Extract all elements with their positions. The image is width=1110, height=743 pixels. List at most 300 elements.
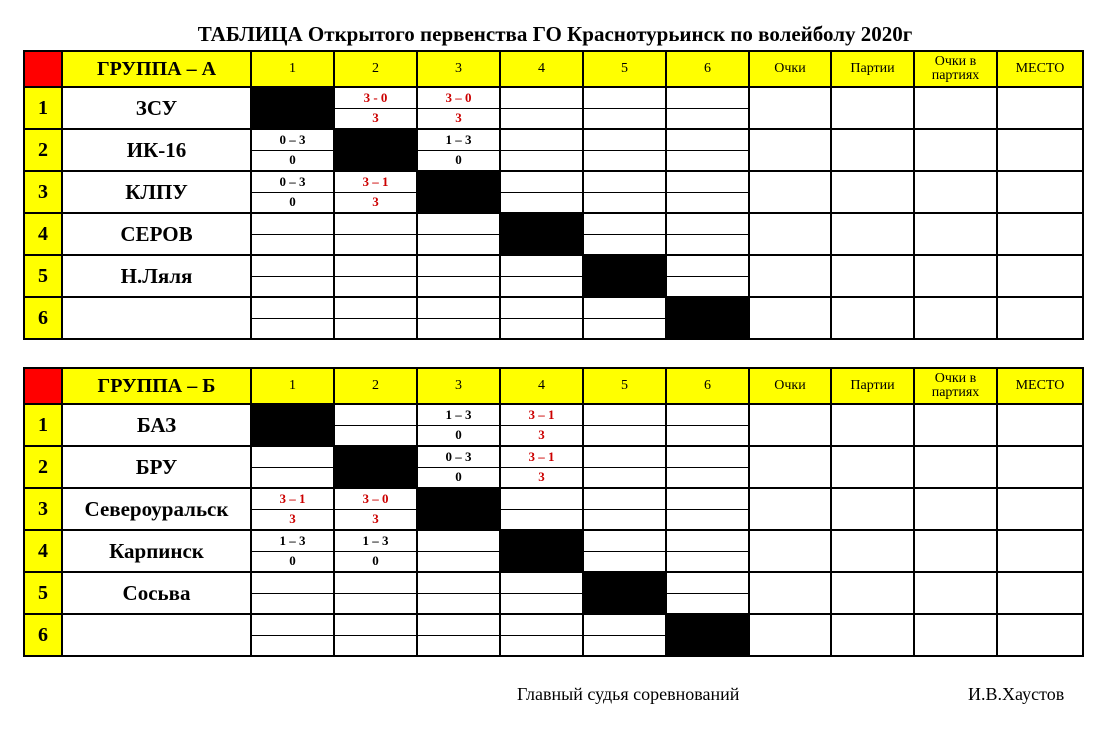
match-points [335, 636, 416, 656]
team-name: ИК-16 [62, 129, 251, 171]
match-points: 0 [289, 553, 296, 569]
match-score [501, 172, 582, 193]
match-score [501, 256, 582, 277]
match-score [584, 447, 665, 468]
match-score [335, 256, 416, 277]
team-row [24, 572, 1083, 614]
judge-name: И.В.Хаустов [968, 684, 1065, 704]
match-points [667, 277, 748, 297]
match-points [418, 594, 499, 614]
column-header: 3 [417, 51, 500, 87]
match-points [667, 594, 748, 614]
match-points [418, 319, 499, 339]
match-cell [334, 404, 417, 446]
group-name: ГРУППА – Б [62, 368, 251, 404]
match-cell [417, 87, 500, 129]
match-cell [500, 129, 583, 171]
match-cell [417, 213, 500, 255]
match-cell [251, 488, 334, 530]
match-points [501, 594, 582, 614]
points-cell [749, 614, 831, 656]
match-cell [583, 129, 666, 171]
match-points [584, 109, 665, 129]
place-cell [997, 255, 1083, 297]
match-cell [251, 255, 334, 297]
place-cell [997, 129, 1083, 171]
set-points-cell [914, 297, 997, 339]
column-header: 6 [666, 368, 749, 404]
match-score [335, 298, 416, 319]
points-cell [749, 171, 831, 213]
corner-cell [24, 51, 62, 87]
match-points: 3 [372, 194, 379, 210]
place-cell [997, 530, 1083, 572]
diagonal-cell [500, 530, 583, 572]
match-cell [583, 171, 666, 213]
match-score [252, 573, 333, 594]
column-header: МЕСТО [997, 51, 1083, 87]
match-points: 3 [289, 511, 296, 527]
match-points [252, 319, 333, 339]
match-cell [583, 213, 666, 255]
match-points [667, 552, 748, 572]
match-points: 0 [455, 427, 462, 443]
match-cell [500, 255, 583, 297]
row-number: 2 [24, 446, 62, 488]
match-score: 3 – 1 [335, 172, 416, 193]
match-points [584, 235, 665, 255]
row-number: 6 [24, 297, 62, 339]
match-score [501, 298, 582, 319]
row-number: 3 [24, 488, 62, 530]
set-points-cell [914, 213, 997, 255]
column-header: 2 [334, 368, 417, 404]
match-cell [251, 530, 334, 572]
match-points [667, 151, 748, 171]
points-cell [749, 530, 831, 572]
match-cell [500, 614, 583, 656]
team-name [62, 614, 251, 656]
column-header: 4 [500, 368, 583, 404]
match-points [584, 193, 665, 213]
match-cell [666, 255, 749, 297]
team-row [24, 297, 1083, 339]
match-cell [583, 297, 666, 339]
sets-cell [831, 530, 914, 572]
match-cell [251, 297, 334, 339]
match-cell [334, 87, 417, 129]
match-cell [583, 530, 666, 572]
group-name: ГРУППА – А [62, 51, 251, 87]
match-points [252, 235, 333, 255]
row-number: 5 [24, 572, 62, 614]
match-points [335, 426, 416, 446]
column-header: МЕСТО [997, 368, 1083, 404]
match-cell [666, 530, 749, 572]
match-points: 3 [372, 511, 379, 527]
match-points [418, 552, 499, 572]
sets-cell [831, 488, 914, 530]
points-cell [749, 255, 831, 297]
match-cell [666, 488, 749, 530]
match-points [418, 235, 499, 255]
match-points [501, 193, 582, 213]
column-header: Очки в партиях [914, 368, 997, 404]
corner-cell [24, 368, 62, 404]
team-name: КЛПУ [62, 171, 251, 213]
match-score [667, 172, 748, 193]
match-cell [334, 488, 417, 530]
match-score: 1 – 3 [335, 531, 416, 552]
row-number: 6 [24, 614, 62, 656]
match-cell [666, 129, 749, 171]
diagonal-cell [583, 572, 666, 614]
sets-cell [831, 614, 914, 656]
match-score: 0 – 3 [252, 172, 333, 193]
match-points: 3 [538, 427, 545, 443]
team-row [24, 614, 1083, 656]
set-points-cell [914, 614, 997, 656]
team-row [24, 87, 1083, 129]
match-cell [251, 171, 334, 213]
set-points-cell [914, 129, 997, 171]
points-cell [749, 297, 831, 339]
match-cell [334, 530, 417, 572]
sets-cell [831, 129, 914, 171]
match-points [584, 510, 665, 530]
team-name [62, 297, 251, 339]
column-header: 5 [583, 368, 666, 404]
match-score [584, 489, 665, 510]
place-cell [997, 297, 1083, 339]
match-points [501, 510, 582, 530]
group-a-table [23, 50, 1084, 340]
match-score [584, 405, 665, 426]
set-points-cell [914, 488, 997, 530]
row-number: 4 [24, 213, 62, 255]
set-points-cell [914, 255, 997, 297]
match-points: 0 [289, 194, 296, 210]
match-points: 0 [455, 152, 462, 168]
match-cell [666, 404, 749, 446]
match-score [584, 172, 665, 193]
match-cell [417, 446, 500, 488]
match-cell [666, 171, 749, 213]
match-points: 3 [455, 110, 462, 126]
set-points-cell [914, 446, 997, 488]
match-points [584, 468, 665, 488]
diagonal-cell [334, 446, 417, 488]
match-score: 1 – 3 [252, 531, 333, 552]
team-row [24, 404, 1083, 446]
match-points [252, 636, 333, 656]
column-header: 1 [251, 51, 334, 87]
match-score [418, 573, 499, 594]
match-cell [500, 87, 583, 129]
match-cell [666, 572, 749, 614]
match-cell [417, 129, 500, 171]
diagonal-cell [500, 213, 583, 255]
match-score [335, 405, 416, 426]
match-cell [417, 404, 500, 446]
set-points-cell [914, 87, 997, 129]
match-score [418, 531, 499, 552]
match-score [252, 615, 333, 636]
match-score: 0 – 3 [418, 447, 499, 468]
team-row [24, 255, 1083, 297]
row-number: 5 [24, 255, 62, 297]
page-title: ТАБЛИЦА Открытого первенства ГО Краснотурьинск по волейболу 2020г [197, 22, 913, 46]
match-cell [334, 171, 417, 213]
match-score [667, 256, 748, 277]
match-points [667, 109, 748, 129]
match-score: 0 – 3 [252, 130, 333, 151]
match-points [501, 151, 582, 171]
row-number: 1 [24, 87, 62, 129]
match-points [667, 426, 748, 446]
match-cell [500, 404, 583, 446]
match-points [335, 319, 416, 339]
match-score [418, 615, 499, 636]
match-points [252, 277, 333, 297]
match-points [584, 636, 665, 656]
match-score [335, 214, 416, 235]
match-cell [334, 213, 417, 255]
diagonal-cell [251, 404, 334, 446]
place-cell [997, 87, 1083, 129]
sets-cell [831, 404, 914, 446]
match-points [335, 277, 416, 297]
points-cell [749, 488, 831, 530]
place-cell [997, 171, 1083, 213]
diagonal-cell [583, 255, 666, 297]
match-cell [417, 614, 500, 656]
match-points: 0 [455, 469, 462, 485]
diagonal-cell [417, 488, 500, 530]
match-points: 0 [372, 553, 379, 569]
set-points-cell [914, 530, 997, 572]
match-score [584, 130, 665, 151]
match-cell [583, 404, 666, 446]
match-cell [500, 488, 583, 530]
sets-cell [831, 572, 914, 614]
match-points [584, 552, 665, 572]
column-header: 6 [666, 51, 749, 87]
match-cell [500, 572, 583, 614]
sets-cell [831, 297, 914, 339]
points-cell [749, 213, 831, 255]
sets-cell [831, 446, 914, 488]
match-cell [666, 213, 749, 255]
points-cell [749, 446, 831, 488]
match-score [501, 573, 582, 594]
match-cell [583, 614, 666, 656]
match-points [667, 235, 748, 255]
column-header: 4 [500, 51, 583, 87]
column-header: Партии [831, 51, 914, 87]
place-cell [997, 614, 1083, 656]
team-row [24, 488, 1083, 530]
team-name: Североуральск [62, 488, 251, 530]
match-cell [417, 530, 500, 572]
match-score [667, 447, 748, 468]
column-header: 1 [251, 368, 334, 404]
team-row [24, 446, 1083, 488]
match-cell [417, 255, 500, 297]
team-name: Н.Ляля [62, 255, 251, 297]
points-cell [749, 129, 831, 171]
column-header: Очки в партиях [914, 51, 997, 87]
match-score: 3 - 0 [335, 88, 416, 109]
place-cell [997, 404, 1083, 446]
match-cell [417, 297, 500, 339]
set-points-cell [914, 404, 997, 446]
row-number: 2 [24, 129, 62, 171]
diagonal-cell [666, 297, 749, 339]
match-score [584, 298, 665, 319]
diagonal-cell [417, 171, 500, 213]
match-score: 1 – 3 [418, 130, 499, 151]
column-header: Очки [749, 51, 831, 87]
place-cell [997, 572, 1083, 614]
match-cell [251, 614, 334, 656]
team-row [24, 129, 1083, 171]
column-header: 2 [334, 51, 417, 87]
set-points-cell [914, 171, 997, 213]
match-score [667, 405, 748, 426]
match-points [501, 636, 582, 656]
team-row [24, 530, 1083, 572]
match-score [418, 298, 499, 319]
points-cell [749, 87, 831, 129]
match-cell [500, 171, 583, 213]
set-points-cell [914, 572, 997, 614]
sets-cell [831, 255, 914, 297]
match-score: 3 – 1 [501, 405, 582, 426]
match-score [335, 615, 416, 636]
match-points [252, 594, 333, 614]
place-cell [997, 446, 1083, 488]
match-cell [251, 572, 334, 614]
match-points [667, 510, 748, 530]
team-name: Карпинск [62, 530, 251, 572]
header-row [24, 368, 1083, 404]
match-cell [666, 87, 749, 129]
header-row [24, 51, 1083, 87]
match-score [667, 573, 748, 594]
team-name: БРУ [62, 446, 251, 488]
match-cell [251, 213, 334, 255]
match-score [252, 298, 333, 319]
points-cell [749, 572, 831, 614]
match-cell [251, 129, 334, 171]
team-row [24, 171, 1083, 213]
column-header: Очки [749, 368, 831, 404]
diagonal-cell [666, 614, 749, 656]
column-header: 3 [417, 368, 500, 404]
sets-cell [831, 87, 914, 129]
match-score: 1 – 3 [418, 405, 499, 426]
match-points [667, 193, 748, 213]
match-score: 3 – 1 [501, 447, 582, 468]
match-score [667, 531, 748, 552]
match-points [584, 319, 665, 339]
match-points [252, 468, 333, 488]
match-score [667, 214, 748, 235]
match-score [584, 531, 665, 552]
match-score [501, 88, 582, 109]
match-points: 3 [538, 469, 545, 485]
match-score [252, 256, 333, 277]
column-header: Партии [831, 368, 914, 404]
match-cell [251, 446, 334, 488]
match-cell [583, 446, 666, 488]
points-cell [749, 404, 831, 446]
match-score [501, 130, 582, 151]
match-score [501, 615, 582, 636]
match-score: 3 – 1 [252, 489, 333, 510]
match-points [418, 636, 499, 656]
team-name: БАЗ [62, 404, 251, 446]
place-cell [997, 488, 1083, 530]
team-row [24, 213, 1083, 255]
match-score: 3 – 0 [335, 489, 416, 510]
match-points [501, 319, 582, 339]
match-cell [583, 87, 666, 129]
sets-cell [831, 213, 914, 255]
match-score [584, 214, 665, 235]
match-points [584, 151, 665, 171]
judge-label: Главный судья соревнований [517, 684, 740, 704]
match-points [584, 426, 665, 446]
match-points [335, 235, 416, 255]
match-cell [583, 488, 666, 530]
column-header: 5 [583, 51, 666, 87]
row-number: 4 [24, 530, 62, 572]
match-cell [334, 297, 417, 339]
match-cell [500, 446, 583, 488]
match-cell [500, 297, 583, 339]
match-score [584, 615, 665, 636]
match-score [584, 88, 665, 109]
match-points [418, 277, 499, 297]
match-score [501, 489, 582, 510]
row-number: 3 [24, 171, 62, 213]
match-points: 0 [289, 152, 296, 168]
match-score [335, 573, 416, 594]
match-points [335, 594, 416, 614]
match-score [252, 214, 333, 235]
match-points [667, 468, 748, 488]
match-cell [334, 572, 417, 614]
match-cell [334, 255, 417, 297]
match-points [501, 109, 582, 129]
group-b-table [23, 367, 1084, 657]
match-score [252, 447, 333, 468]
team-name: Сосьва [62, 572, 251, 614]
row-number: 1 [24, 404, 62, 446]
team-name: ЗСУ [62, 87, 251, 129]
match-score [667, 130, 748, 151]
match-score: 3 – 0 [418, 88, 499, 109]
team-name: СЕРОВ [62, 213, 251, 255]
match-cell [666, 446, 749, 488]
sets-cell [831, 171, 914, 213]
match-cell [417, 572, 500, 614]
diagonal-cell [334, 129, 417, 171]
match-points: 3 [372, 110, 379, 126]
match-score [418, 214, 499, 235]
